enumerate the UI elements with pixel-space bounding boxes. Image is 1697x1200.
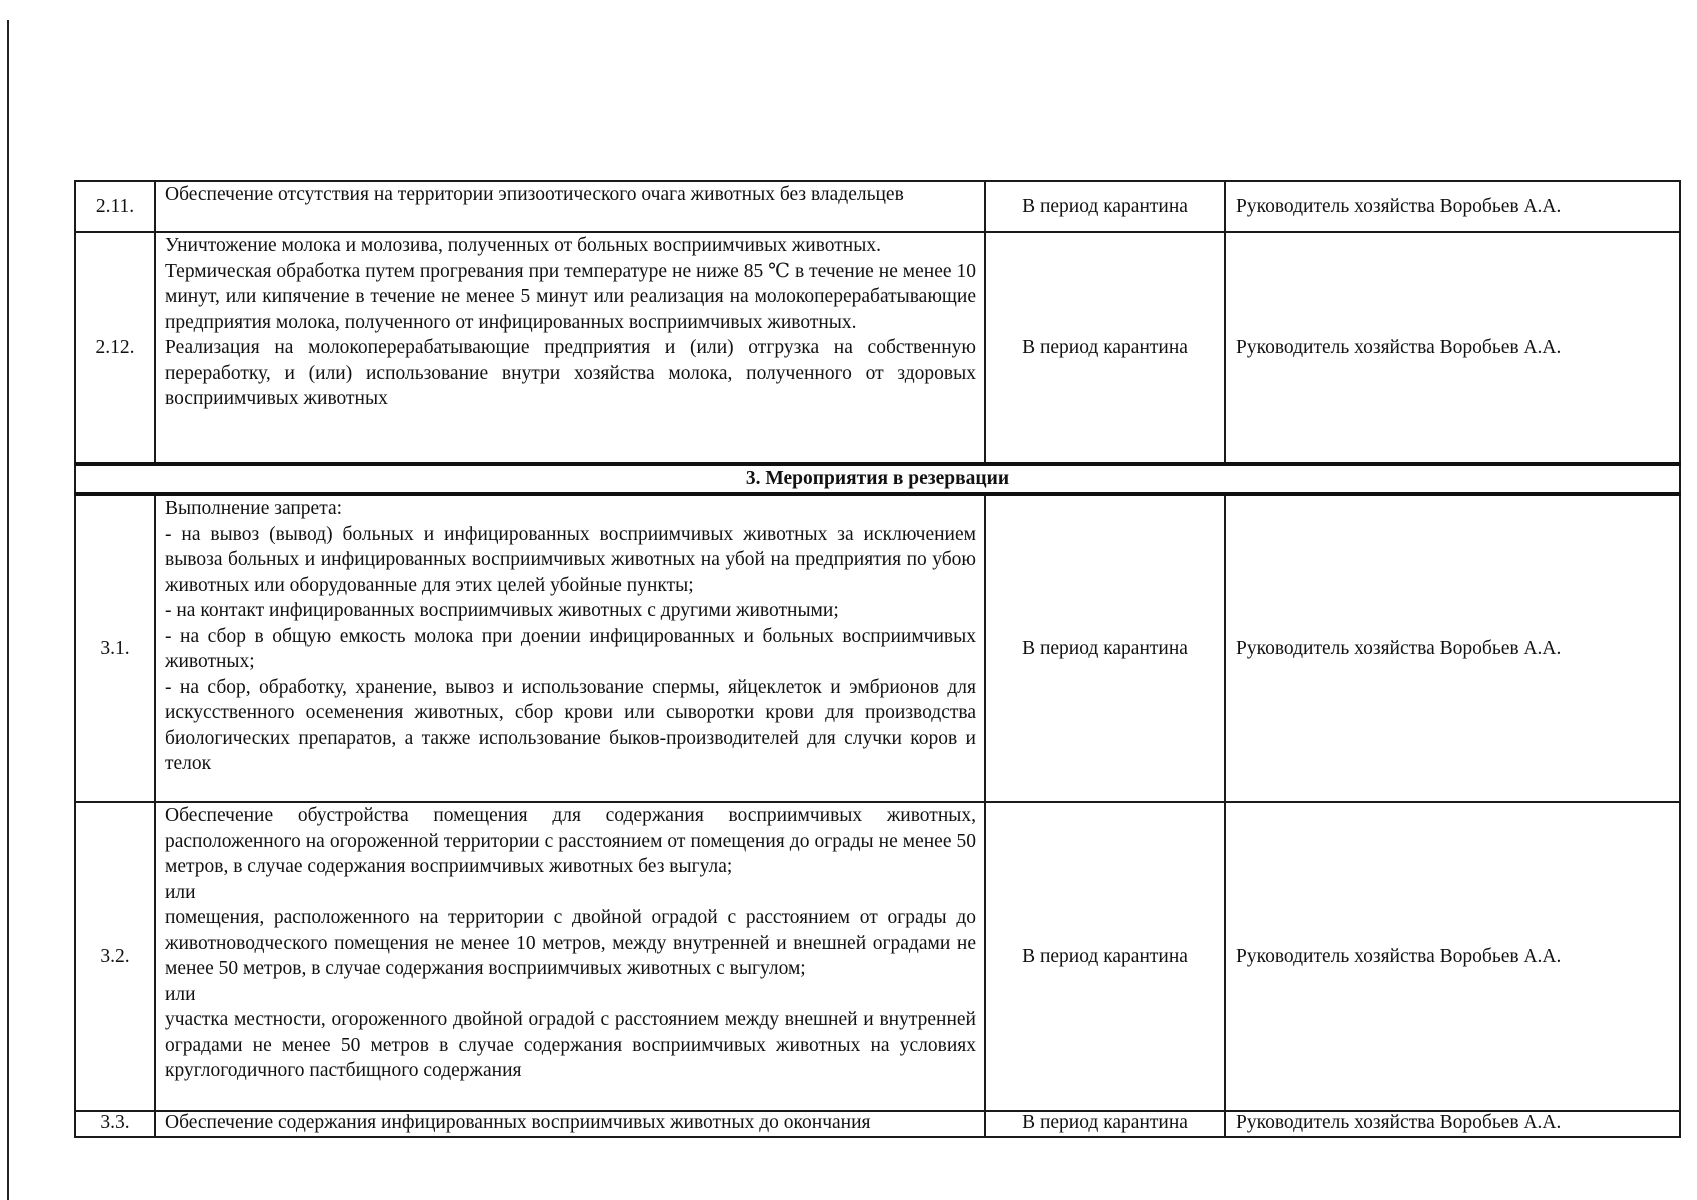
page-margin-line (7, 20, 9, 1200)
responsible-cell: Руководитель хозяйства Воробьев А.А. (1225, 181, 1680, 232)
period-cell: В период карантина (985, 802, 1225, 1111)
description-paragraph: - на вывоз (вывод) больных и инфицированных восприимчивых животных за исключением вывоза больных и инфицированных восприимчивых животных на убой на предприятия по убою животных или оборудованные для этих целей убойные пункты; (165, 523, 976, 596)
description-paragraph: Обеспечение содержания инфицированных восприимчивых животных до окончания (165, 1112, 871, 1133)
measures-table (74, 180, 1681, 1138)
description-paragraph: помещения, расположенного на территории с двойной оградой с расстоянием от ограды до животноводческого помещения не менее 10 метров, между внутренней и внешней оградами не менее 50 метров, в случае содержания восприимчивых животных с выгулом; (165, 907, 976, 979)
responsible-cell: Руководитель хозяйства Воробьев А.А. (1225, 232, 1680, 464)
description-paragraph: или (165, 983, 196, 1005)
measure-description (155, 1111, 985, 1137)
description-paragraph: - на сбор в общую емкость молока при доении инфицированных и больных восприимчивых животных; (165, 625, 976, 672)
responsible-cell: Руководитель хозяйства Воробьев А.А. (1225, 802, 1680, 1111)
table-row (75, 1111, 1680, 1137)
measure-description (155, 802, 985, 1111)
description-paragraph: Обеспечение обустройства помещения для содержания восприимчивых животных, расположенного на огороженной территории с расстоянием от помещения до ограды не менее 50 метров, в случае содержания восприимчивых животных без выгула; (165, 805, 976, 877)
description-paragraph: Термическая обработка путем прогревания при температуре не ниже 85 ℃ в течение не менее 10 минут, или кипячение в течение не менее 5 минут или реализация на молокоперерабатывающие предприятия молока, полученного от инфицированных восприимчивых животных. (165, 260, 976, 333)
period-cell: В период карантина (985, 181, 1225, 232)
measure-description (155, 181, 985, 232)
responsible-cell: Руководитель хозяйства Воробьев А.А. (1225, 494, 1680, 802)
table-row (75, 802, 1680, 1111)
description-paragraph: Выполнение запрета: (165, 498, 343, 519)
row-number: 3.1. (75, 494, 155, 802)
row-number: 3.3. (75, 1111, 155, 1137)
period-cell: В период карантина (985, 1111, 1225, 1137)
measure-description (155, 494, 985, 802)
description-paragraph: - на контакт инфицированных восприимчивых животных с другими животными; (165, 600, 839, 621)
description-paragraph: - на сбор, обработку, хранение, вывоз и использование спермы, яйцеклеток и эмбрионов для искусственного осеменения животных, сбор крови или сыворотки крови для производства биологических препаратов, а также использование быков-производителей для случки коров и телок (165, 676, 976, 774)
description-paragraph: Обеспечение отсутствия на территории эпизоотического очага животных без владельцев (165, 184, 904, 205)
table-row (75, 181, 1680, 232)
description-paragraph: Уничтожение молока и молозива, полученных от больных восприимчивых животных. (165, 235, 881, 256)
responsible-cell: Руководитель хозяйства Воробьев А.А. (1225, 1111, 1680, 1137)
description-paragraph: Реализация на молокоперерабатывающие предприятия и (или) отгрузка на собственную переработку, и (или) использование внутри хозяйства молока, полученного от здоровых восприимчивых животных (165, 337, 976, 409)
row-number: 3.2. (75, 802, 155, 1111)
row-number: 2.12. (75, 232, 155, 464)
section-title: 3. Мероприятия в резервации (75, 464, 1680, 494)
table-row (75, 494, 1680, 802)
description-paragraph: или (165, 881, 196, 903)
period-cell: В период карантина (985, 494, 1225, 802)
description-paragraph: участка местности, огороженного двойной оградой с расстоянием между внешней и внутренней оградами не менее 50 метров в случае содержания восприимчивых животных на условиях круглогодичного пастбищного содержания (165, 1009, 976, 1081)
period-cell: В период карантина (985, 232, 1225, 464)
table-row (75, 232, 1680, 464)
measure-description (155, 232, 985, 464)
row-number: 2.11. (75, 181, 155, 232)
section-header-row (75, 464, 1680, 494)
